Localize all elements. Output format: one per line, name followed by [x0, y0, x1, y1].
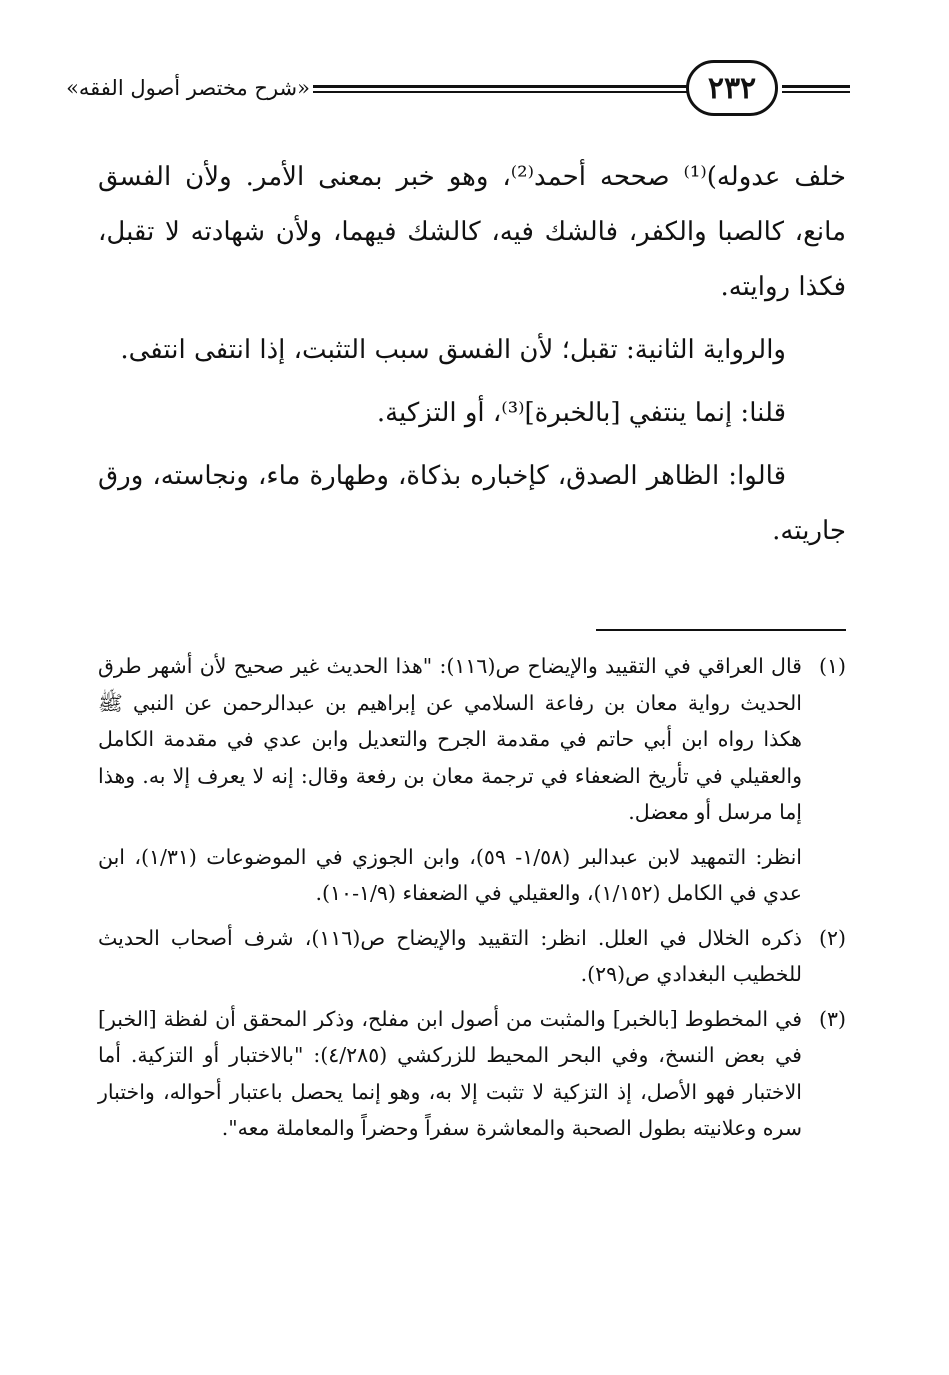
footnote-paragraph: في المخطوط [بالخبر] والمثبت من أصول ابن مفلح، وذكر المحقق أن لفظة [الخبر] في بعض النسخ، وفي البحر المحيط للزركشي (٤/٢٨٥): "بالاختبار أو التزكية. أما الاختبار فهو الأصل، إذ التزكية لا تثبت إلا به، وهو إنما يحصل باعتبار أحواله، واختبار سره وعلانيته بطول الصحبة والمعاشرة سفراً وحضراً والمعاملة معه".: [98, 1006, 802, 1140]
body-paragraph: قالوا: الظاهر الصدق، كإخباره بذكاة، وطهارة ماء، ونجاسته، ورق جاريته.: [98, 461, 846, 546]
footnote-body: [98, 1001, 802, 1147]
header-rule-left: [313, 85, 689, 94]
body-paragraph: والرواية الثانية: تقبل؛ لأن الفسق سبب التثبت، إذا انتفى انتفى.: [120, 335, 786, 365]
footnote-body: [98, 920, 802, 993]
footnote: [98, 1001, 846, 1147]
footnote-number: (١): [818, 654, 846, 678]
footnote: [98, 920, 846, 993]
footnote: [98, 648, 846, 912]
body-paragraph: خلف عدوله)⁽¹⁾ صححه أحمد⁽²⁾، وهو خبر بمعنى الأمر. ولأن الفسق مانع، كالصبا والكفر، فالشك فيه، كالشك فيهما، ولأن شهادته لا تقبل، فكذا روايته.: [98, 162, 847, 302]
running-head-title: «شرح مختصر أصول الفقه»: [66, 76, 310, 100]
footnote-paragraph: ذكره الخلال في العلل. انظر: التقييد والإيضاح ص(١١٦)، شرف أصحاب الحديث للخطيب البغدادي ص(٢٩).: [98, 925, 802, 986]
page-header: [66, 58, 850, 122]
main-text: [98, 150, 846, 567]
footnote-paragraph: قال العراقي في التقييد والإيضاح ص(١١٦): "هذا الحديث غير صحيح لأن أشهر طرق الحديث رواية معان بن رفاعة السلامي عن إبراهيم بن عبدالرحمن عن النبي ﷺ هكذا رواه ابن أبي حاتم في مقدمة الجرح والتعديل وابن عدي في مقدمة الكامل والعقيلي في تأريخ الضعفاء في ترجمة معان بن رفعة وقال: إنه لا يعرف إلا به. وهذا إما مرسل أو معضل.: [98, 654, 802, 824]
footnote-separator: [596, 629, 846, 631]
header-rule-right: [782, 85, 850, 94]
footnote-paragraph: انظر: التمهيد لابن عبدالبر (١/٥٨- ٥٩)، وابن الجوزي في الموضوعات (١/٣١)، ابن عدي في الكامل (١/١٥٢)، والعقيلي في الضعفاء (١/٩-١٠).: [98, 844, 802, 905]
body-paragraph: قلنا: إنما ينتفي [بالخبرة]⁽³⁾، أو التزكية.: [376, 398, 786, 428]
footnote-body: [98, 648, 802, 912]
page-number: ٢٣٢: [686, 60, 778, 116]
footnotes: [98, 648, 846, 1155]
footnote-number: (٢): [818, 925, 846, 950]
footnote-number: (٣): [818, 1006, 846, 1031]
